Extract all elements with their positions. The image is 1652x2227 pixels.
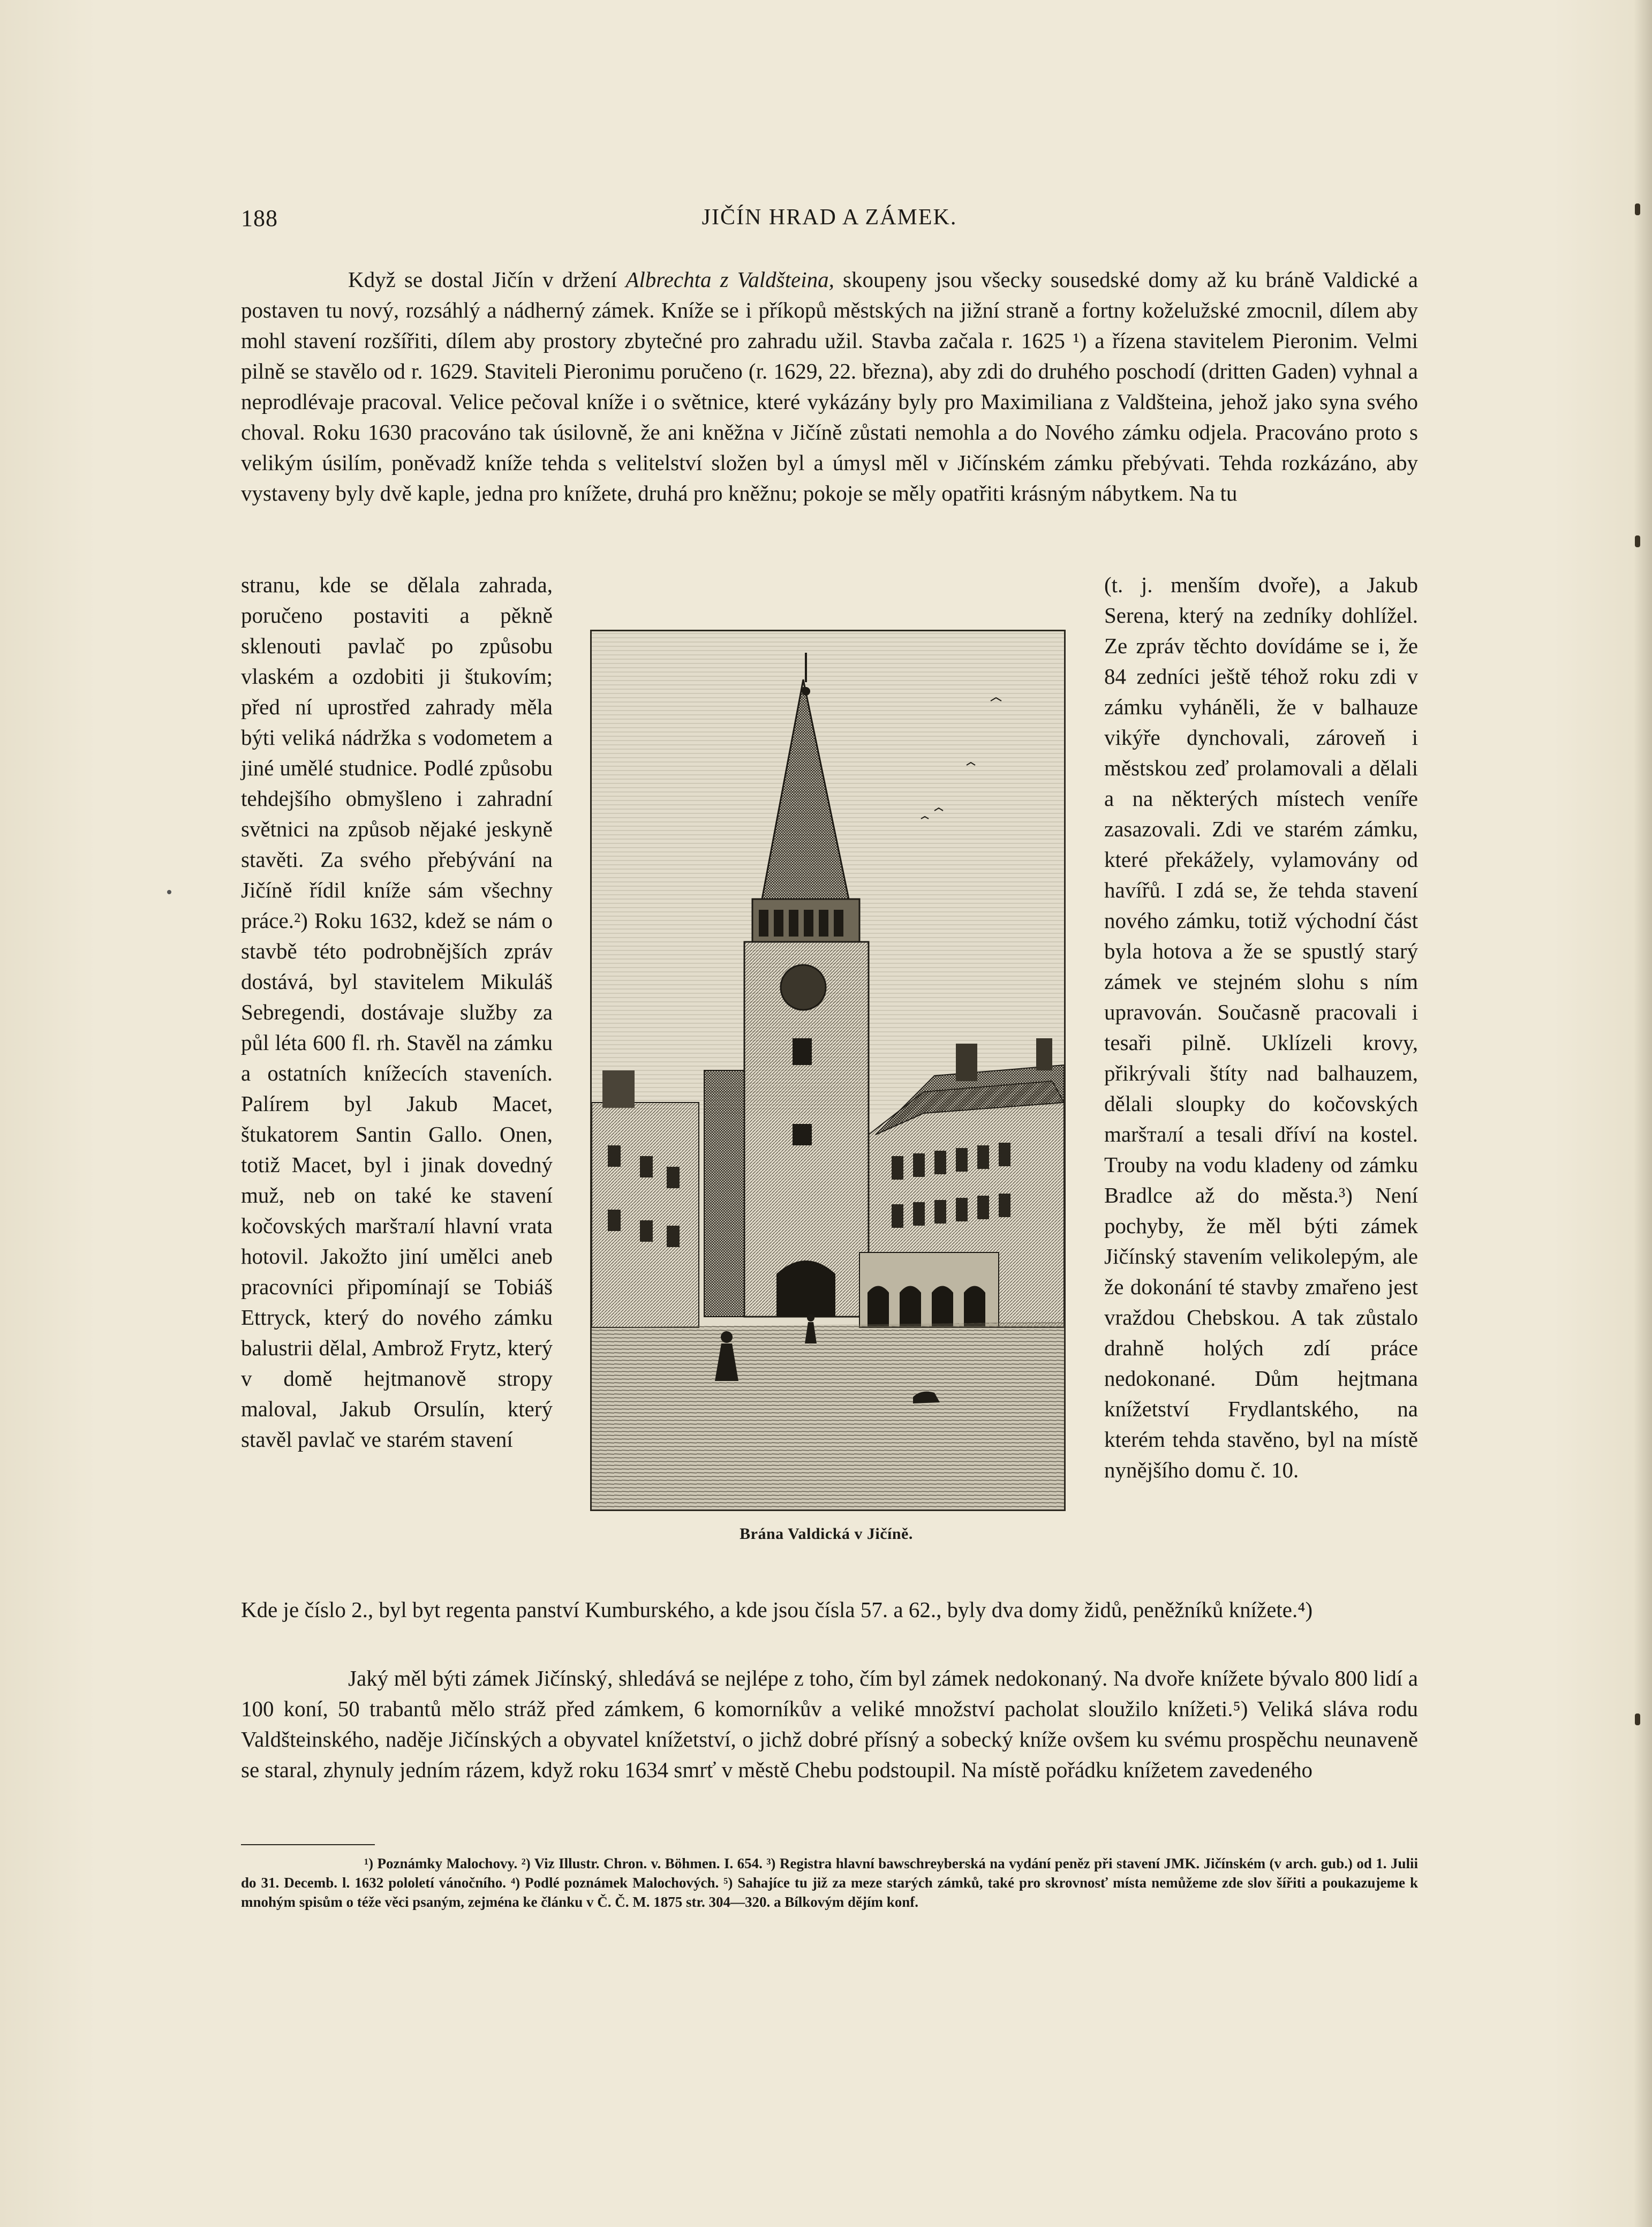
engraving-gate-tower [592,631,1064,1509]
lead-text-start: Když se dostal Jičín v držení [348,267,626,292]
footnote-divider [241,1844,375,1845]
right-column-text: (t. j. menším dvoře), a Jakub Serena, který na zedníky dohlížel. Ze zpráv těchto dovídáme se i, že 84 zedníci ještě téhož roku zdi v zámku vyháněli, že v balhauze vikýře dynchovali, zároveň i městskou zeď prolamovali a dělali a na některých místech veníře zasazovali. Zdi ve starém zámku, které překážely, vylamovány od havířů. I zdá se, že tehda stavení nového zámku, totiž východní část byla hotova a že se spustlý starý zámek ve stejném slohu s ním upravován. Současně pracovali i tesaři pilně. Uklízeli krovy, přikrývali štíty nad balhauzem, dělali sloupky do kočovských maršталí a tesali dříví na kostel. Trouby na vodu kladeny od zámku Bradlce až do města.³) Není pochyby, že měl býti zámek Jičínský stavením velikolepým, ale že dokonání té stavby zmařeno jest vraždou Chebskou. A tak zůstalo drahně holých zdí práce nedokonané. Dům hejtmana knížetství Frydlantského, na kterém tehda stavěno, byl na místě nynějšího domu č. 10. [1104,572,1418,1482]
left-column [241,570,553,1455]
edge-mark [1635,535,1640,547]
figure-caption: Brána Valdická v Jičíně. [740,1525,913,1543]
continuation-text: Kde je číslo 2., byl byt regenta panství Kumburského, a kde jsou čísla 57. a 62., byly dva domy židů, peněžníků knížete.⁴) [241,1597,1313,1622]
second-paragraph-text: Jaký měl býti zámek Jičínský, shledává se nejlépe z toho, čím byl zámek nedokonaný. Na dvoře knížete bývalo 800 lidí a 100 koní, 50 trabantů mělo stráž před zámkem, 6 komorníkův a veliké množství pacholat sloužilo knížeti.⁵) Veliká sláva rodu Valdšteinského, naděje Jičínských a obyvatel knížetství, o jichž dobré přísný a sobecký kníže ovšem ku svému prospěchu neunaveně se staral, zhynuly jedním rázem, když roku 1634 smrť v městě Chebu podstoupil. Na místě pořádku knížetem zavedeného [241,1666,1418,1782]
continuation-paragraph [241,1595,1418,1625]
edge-mark [1635,1713,1640,1725]
right-column [1104,570,1418,1485]
stray-dot [167,890,171,894]
lead-italic-name: Albrechta z Valdšteina, [625,267,834,292]
footnotes-text: ¹) Poznámky Malochovy. ²) Viz Illustr. Chron. v. Böhmen. I. 654. ³) Registra hlavní bawschreyberská na vydání peněz při stavení JMK. Jičínském (v arch. gub.) od 1. Julii do 31. Decemb. l. 1632 pololetí vánočního. ⁴) Podlé poznámek Malochových. ⁵) Sahajíce tu již za meze starých zámků, také pro skrovnosť místa nemůžeme zde slov šířiti a poukazujeme k mnohým spisům o téže věci psaným, zejména ke článku v Č. Č. M. 1875 str. 304—320. a Bílkovým dějím konf. [241,1855,1418,1910]
footnotes [241,1854,1418,1912]
page-edge-shadow [1634,0,1652,2227]
lead-text-rest: skoupeny jsou všecky sousedské domy až ku bráně Valdické a postaven tu nový, rozsáhlý a nádherný zámek. Kníže se i příkopů městských na jižní straně a fortny koželužské zmocnil, dílem aby mohl stavení rozšířiti, dílem aby prostory zbytečné pro zahradu užil. Stavba začala r. 1625 ¹) a řízena stavitelem Pieronim. Velmi pilně se stavělo od r. 1629. Staviteli Pieronimu poručeno (r. 1629, 22. března), aby zdi do druhého poschodí (dritten Gaden) vyhnal a neprodlévaje pracoval. Velice pečoval kníže i o světnice, které vykázány byly pro Maximiliana z Valdšteina, jehož jako syna svého choval. Roku 1630 pracováno tak úsilovně, že ani kněžna v Jičíně zůstati nemohla a do Nového zámku odjela. Pracováno proto s velikým úsilím, poněvadž kníže tehda s velitelství složen byl a úmysl měl v Jičínském zámku přebývati. Tehda rozkázáno, aby vystaveny byly dvě kaple, jedna pro knížete, druhá pro kněžnu; pokoje se měly opatřiti krásným nábytkem. Na tu [241,267,1418,505]
left-column-text: stranu, kde se dělala zahrada, poručeno postaviti a pěkně sklenouti pavlač po způsobu vlaském a ozdobiti ji štukovím; před ní uprostřed zahrady měla býti veliká nádržka s vodometem a jiné umělé studnice. Podlé způsobu tehdejšího obmyšleno i zahradní světnici na způsob nějaké jeskyně stavěti. Za svého přebývání na Jičíně řídil kníže sám všechny práce.²) Roku 1632, kdež se nám o stavbě této podrobnějších zpráv dostává, byl stavitelem Mikuláš Sebregendi, dostávaje služby za půl léta 600 fl. rh. Stavěl na zámku a ostatních knížecích staveních. Palírem byl Jakub Macet, štukatorem Santin Gallo. Onen, totiž Macet, byl i jinak dovedný muž, neb on také ke stavení kočovských maršталí hlavní vrata hotovil. Jakožto jiní umělci aneb pracovníci připomínají se Tobiáš Ettryck, který do nového zámku balustrii dělal, Ambrož Frytz, který v domě hejtmanově stropy maloval, Jakub Orsulín, který stavěl pavlač ve starém stavení [241,572,553,1452]
edge-mark [1635,203,1640,215]
lead-paragraph [241,265,1418,509]
running-title: JIČÍN HRAD A ZÁMEK. [701,205,957,230]
page-number: 188 [241,205,278,231]
second-paragraph [241,1663,1418,1785]
page-header [241,205,1418,237]
illustration-valdice-gate [590,630,1066,1511]
